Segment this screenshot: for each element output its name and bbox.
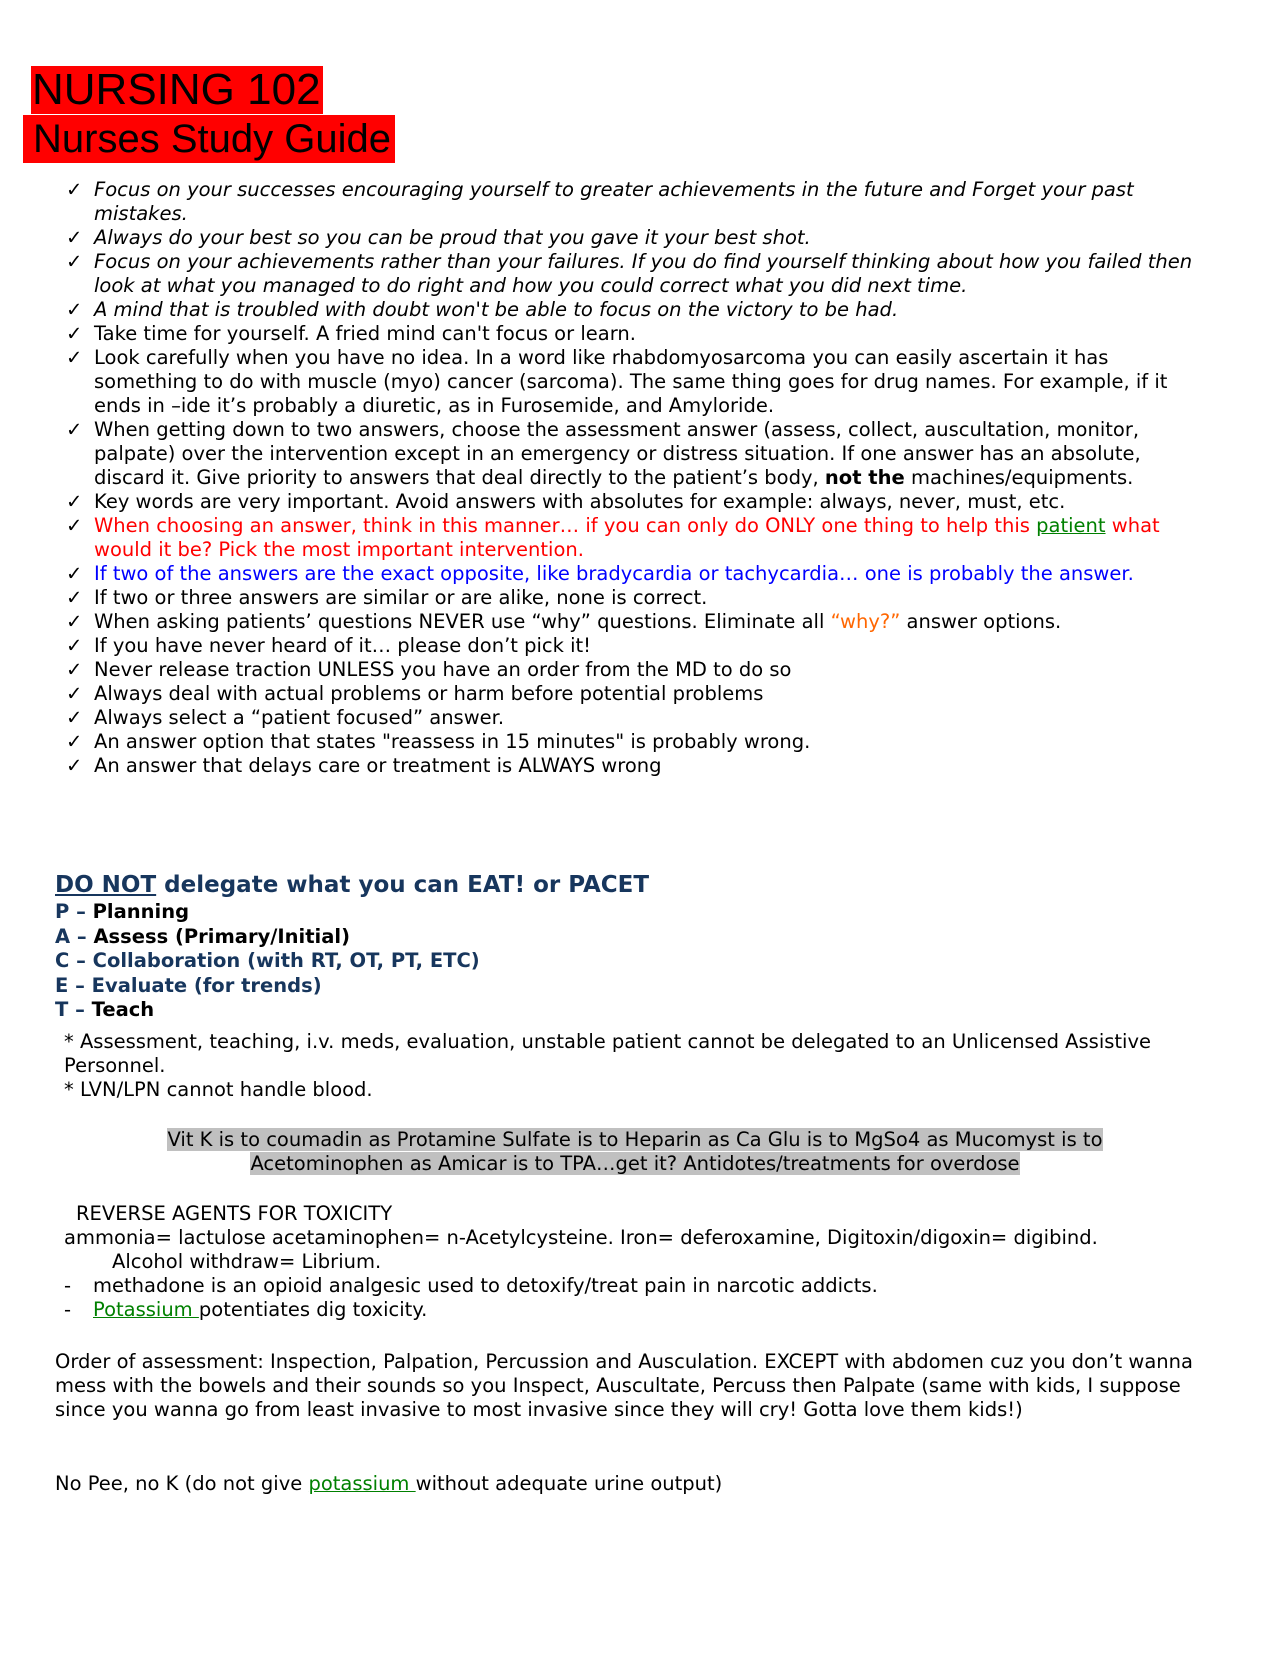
checkmark-icon: ✓ — [66, 754, 83, 777]
checkmark-icon: ✓ — [66, 346, 83, 369]
tips-list — [66, 178, 1216, 778]
checkmark-icon: ✓ — [66, 658, 83, 681]
list-item: ✓ An answer that delays care or treatment is ALWAYS wrong — [66, 754, 662, 777]
checkmark-icon: ✓ — [66, 586, 83, 609]
list-item: ✓ Take time for yourself. A fried mind can't focus or learn. — [66, 322, 636, 345]
potassium-link[interactable]: Potassium — [93, 1298, 199, 1321]
potassium-link[interactable]: potassium — [308, 1472, 416, 1495]
list-item: ✓ When asking patients’ questions NEVER use “why” questions. Eliminate all “why?” answer options. — [66, 610, 1062, 633]
delegation-notes — [64, 1030, 1164, 1102]
patient-link[interactable]: patient — [1036, 514, 1106, 537]
list-item: ✓ Always select a “patient focused” answer. — [66, 706, 505, 729]
checkmark-icon: ✓ — [66, 226, 83, 249]
checkmark-icon: ✓ — [66, 418, 83, 441]
note: * Assessment, teaching, i.v. meds, evaluation, unstable patient cannot be delegated to an Unlicensed Assistive Personnel. — [64, 1030, 1151, 1077]
checkmark-icon: ✓ — [66, 706, 83, 729]
list-item: ✓ Key words are very important. Avoid answers with absolutes for example: always, never, must, etc. — [66, 490, 1066, 513]
antidotes-highlight: Vit K is to coumadin as Protamine Sulfate is to Heparin as Ca Glu is to MgSo4 as Mucomyst is to Acetominophen as Amicar is to TPA…get it? Antidotes/treatments for overdose — [167, 1128, 1103, 1175]
list-item: ✓ A mind that is troubled with doubt won't be able to focus on the victory to be had. — [66, 298, 899, 321]
pacet-heading: DO NOT delegate what you can EAT! or PACET — [55, 872, 650, 898]
list-item: ✓ Focus on your successes encouraging yourself to greater achievements in the future and Forget your past mistakes. — [66, 178, 1134, 225]
checkmark-icon: ✓ — [66, 682, 83, 705]
pacet-section — [55, 870, 649, 1023]
list-item: ✓ Always do your best so you can be proud that you gave it your best shot. — [66, 226, 811, 249]
checkmark-icon: ✓ — [66, 730, 83, 753]
checkmark-icon: ✓ — [66, 634, 83, 657]
list-item: ✓ When choosing an answer, think in this manner… if you can only do ONLY one thing to help this patient what would it be? Pick the most important intervention. — [66, 514, 1160, 561]
pacet-row: E – Evaluate (for trends) — [55, 973, 322, 997]
pacet-row: C – Collaboration (with RT, OT, PT, ETC) — [55, 949, 480, 972]
list-item: ✓ If you have never heard of it… please don’t pick it! — [66, 634, 592, 657]
list-item: ✓ Focus on your achievements rather than your failures. If you do find yourself thinking about how you failed then look at what you managed to do right and how you could correct what you did next time. — [66, 250, 1193, 297]
reverse-agents-line: Alcohol withdraw= Librium. — [112, 1250, 382, 1273]
list-item: - methadone is an opioid analgesic used to detoxify/treat pain in narcotic addicts. — [64, 1274, 878, 1297]
pacet-row: T – Teach — [55, 998, 155, 1021]
checkmark-icon: ✓ — [66, 322, 83, 345]
checkmark-icon: ✓ — [66, 490, 83, 513]
checkmark-icon: ✓ — [66, 250, 83, 273]
list-item: ✓ An answer option that states "reassess in 15 minutes" is probably wrong. — [66, 730, 811, 753]
checkmark-icon: ✓ — [66, 610, 83, 633]
list-item: - Potassium potentiates dig toxicity. — [64, 1298, 428, 1321]
list-item: ✓ Look carefully when you have no idea. In a word like rhabdomyosarcoma you can easily ascertain it has something to do with muscle (myo) cancer (sarcoma). The same thing goes for drug names. For example, if it ends in –ide it’s probably a diuretic, as in Furosemide, and Amyloride. — [66, 346, 1168, 417]
list-item: ✓ When getting down to two answers, choose the assessment answer (assess, collect, auscultation, monitor, palpate) over the intervention except in an emergency or distress situation. If one answer has an absolute, discard it. Give priority to answers that deal directly to the patient’s body, not the machines/equipments. — [66, 418, 1141, 489]
checkmark-icon: ✓ — [66, 178, 83, 201]
order-of-assessment: Order of assessment: Inspection, Palpation, Percussion and Ausculation. EXCEPT with abdomen cuz you don’t wanna mess with the bowels and their sounds so you Inspect, Auscultate, Percuss then Palpate (same with kids, I suppose since you wanna go from least invasive to most invasive since they will cry! Gotta love them kids!) — [55, 1350, 1193, 1421]
checkmark-icon: ✓ — [66, 514, 83, 537]
pacet-row: A – Assess (Primary/Initial) — [55, 924, 350, 948]
reverse-agents — [64, 1202, 1224, 1322]
note: * LVN/LPN cannot handle blood. — [64, 1078, 373, 1101]
checkmark-icon: ✓ — [66, 562, 83, 585]
page-title: NURSING 102 — [32, 65, 321, 114]
checkmark-icon: ✓ — [66, 298, 83, 321]
no-pee-note: No Pee, no K (do not give potassium without adequate urine output) — [55, 1472, 723, 1495]
reverse-agents-line: ammonia= lactulose acetaminophen= n-Acetylcysteine. Iron= deferoxamine, Digitoxin/digoxin= digibind. — [64, 1226, 1098, 1249]
list-item: ✓ Always deal with actual problems or harm before potential problems — [66, 682, 764, 705]
pacet-row: P – Planning — [55, 900, 190, 923]
list-item: ✓ If two of the answers are the exact opposite, like bradycardia or tachycardia… one is probably the answer. — [66, 562, 1134, 585]
reverse-agents-heading: REVERSE AGENTS FOR TOXICITY — [76, 1202, 393, 1225]
page-subtitle: Nurses Study Guide — [23, 115, 395, 163]
list-item: ✓ Never release traction UNLESS you have an order from the MD to do so — [66, 658, 792, 681]
list-item: ✓ If two or three answers are similar or are alike, none is correct. — [66, 586, 708, 609]
